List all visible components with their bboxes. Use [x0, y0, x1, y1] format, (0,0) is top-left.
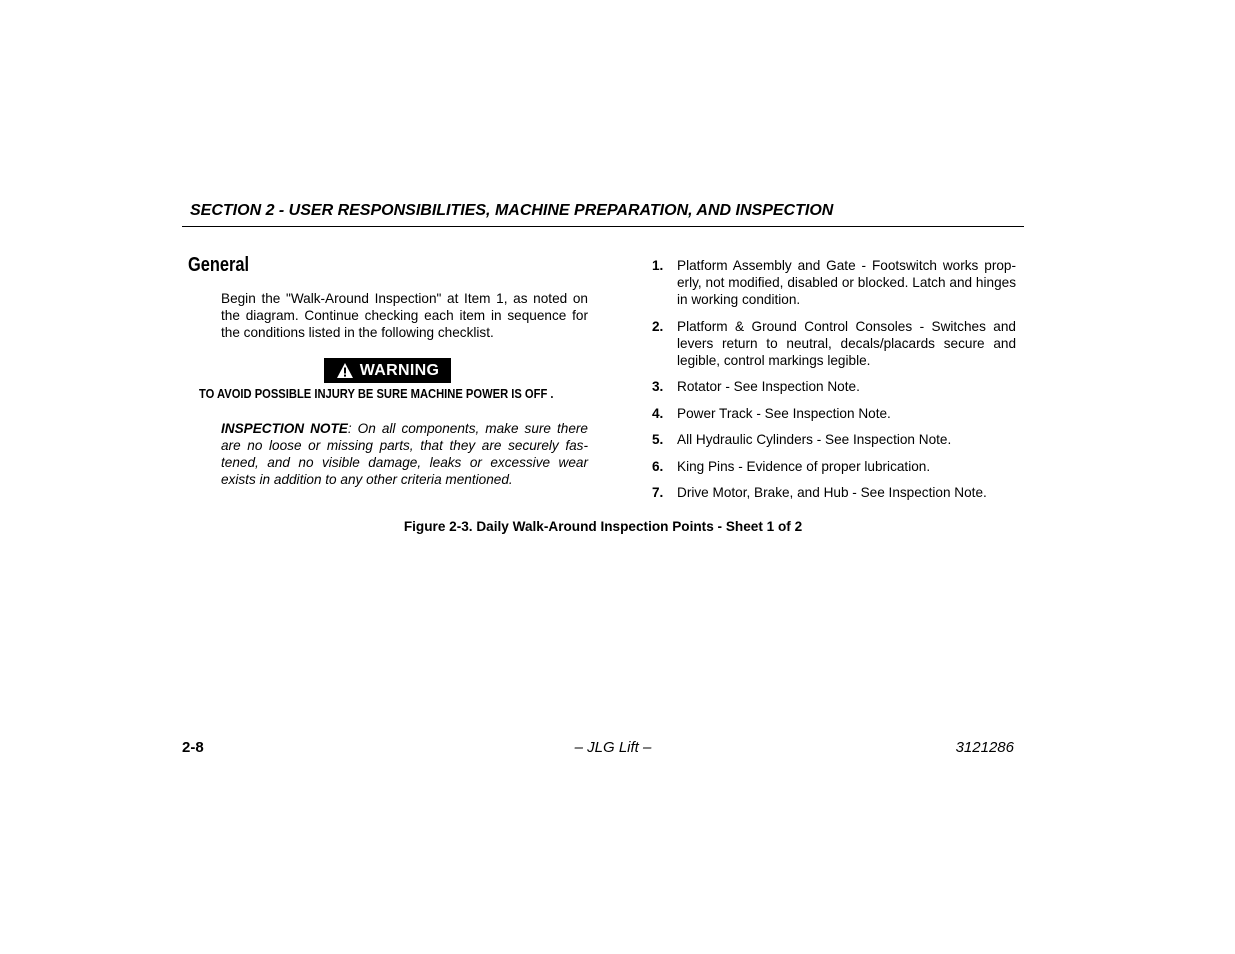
- checklist-item: [652, 484, 1016, 501]
- checklist-item-number: 2.: [652, 318, 664, 334]
- checklist-item-number: 1.: [652, 258, 664, 273]
- checklist-item-text: Platform Assembly and Gate - Footswitch works properly, not modified, disabled or blocked. Latch and hinges in working condition.: [677, 258, 1016, 307]
- checklist-item: [652, 318, 1016, 369]
- checklist-item-text: All Hydraulic Cylinders - See Inspection Note.: [677, 432, 952, 447]
- checklist-item: [652, 257, 1016, 308]
- figure-caption: Figure 2-3. Daily Walk-Around Inspection Points - Sheet 1 of 2: [403, 519, 803, 534]
- warning-badge: [324, 358, 451, 383]
- inspection-checklist: [652, 257, 1016, 511]
- footer-document-number: 3121286: [955, 739, 1014, 756]
- checklist-item-number: 3.: [652, 379, 664, 394]
- checklist-item-text: Rotator - See Inspection Note.: [677, 379, 860, 394]
- inspection-note-label: INSPECTION NOTE: [221, 421, 348, 436]
- checklist-item-number: 7.: [652, 485, 664, 500]
- checklist-item: [652, 378, 1016, 395]
- checklist-item-text: Platform & Ground Control Consoles - Switches and levers return to neutral, decals/placards secure and legible, control markings legible.: [677, 318, 1016, 368]
- warning-triangle-icon: [336, 362, 354, 379]
- footer-publisher: – JLG Lift –: [574, 739, 652, 756]
- inspection-note-text: : On all components, make sure there are no loose or missing parts, that they are securely fastened, and no visible damage, leaks or excessive wear exists in addition to any other criteria mentioned.: [221, 421, 588, 487]
- warning-label: WARNING: [359, 361, 440, 379]
- intro-paragraph: Begin the "Walk-Around Inspection" at Item 1, as noted on the diagram. Continue checking each item in sequence for the conditions listed in the following checklist.: [221, 291, 588, 340]
- checklist-item: [652, 458, 1016, 475]
- section-header: SECTION 2 - USER RESPONSIBILITIES, MACHINE PREPARATION, AND INSPECTION: [190, 202, 834, 219]
- checklist-item-number: 4.: [652, 405, 664, 421]
- checklist-item: [652, 431, 1016, 448]
- checklist-item: [652, 405, 1016, 422]
- checklist-item-text: Power Track - See Inspection Note.: [677, 405, 891, 421]
- checklist-item-number: 5.: [652, 432, 664, 447]
- checklist-item-text: King Pins - Evidence of proper lubrication.: [677, 458, 931, 474]
- header-divider: [182, 226, 1024, 227]
- general-heading: General: [188, 254, 250, 276]
- inspection-note: [221, 420, 588, 488]
- checklist-item-number: 6.: [652, 458, 664, 474]
- warning-text: TO AVOID POSSIBLE INJURY BE SURE MACHINE POWER IS OFF .: [199, 386, 554, 401]
- footer-page-number: 2-8: [182, 739, 204, 756]
- checklist-item-text: Drive Motor, Brake, and Hub - See Inspection Note.: [677, 485, 987, 500]
